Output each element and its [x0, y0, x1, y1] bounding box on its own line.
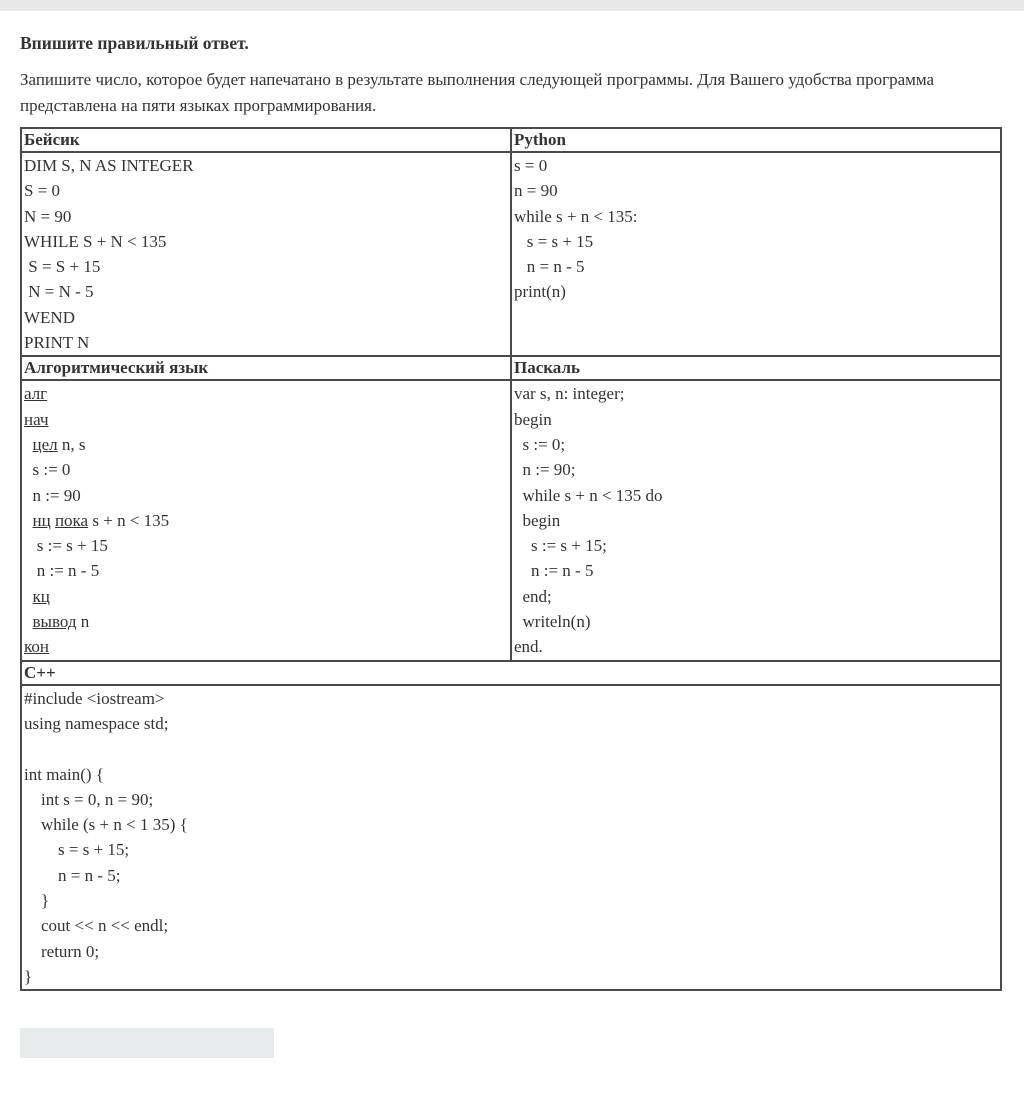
code-text — [24, 511, 33, 530]
code-line: WEND — [24, 307, 75, 327]
code-line: } — [24, 966, 33, 986]
code-row-algo-pascal — [21, 380, 1001, 660]
code-line: while s + n < 135: — [514, 206, 638, 226]
code-line: s := s + 15; — [514, 536, 607, 556]
answer-input[interactable] — [20, 1028, 274, 1058]
code-line: n := 90; — [514, 460, 576, 480]
lang-header-python: Python — [511, 128, 1001, 152]
underlined-keyword: нач — [24, 409, 49, 429]
code-line: s = s + 15; — [24, 840, 130, 860]
code-line: int main() { — [24, 764, 104, 784]
code-line: end; — [514, 586, 552, 606]
code-line: writeln(n) — [514, 612, 591, 632]
header-row-cpp — [21, 661, 1001, 685]
code-line — [24, 609, 508, 634]
lang-header-algorithmic: Алгоритмический язык — [21, 356, 511, 380]
code-line: s = 0 — [514, 156, 548, 175]
code-text: n := 90 — [24, 485, 81, 505]
code-line — [24, 584, 508, 609]
code-line: n = n - 5; — [24, 865, 121, 885]
code-line: begin — [514, 510, 561, 530]
code-line: return 0; — [24, 941, 100, 961]
code-line: print(n) — [514, 282, 566, 302]
code-line: var s, n: integer; — [514, 384, 625, 404]
code-text: s := 0 — [24, 460, 71, 480]
code-cell-cpp — [21, 685, 1001, 991]
code-line: WHILE S + N < 135 — [24, 231, 167, 251]
code-line: n = 90 — [514, 181, 558, 201]
code-line: while (s + n < 1 35) { — [24, 815, 188, 835]
code-line: cout << n << endl; — [24, 916, 169, 936]
code-line: end. — [514, 637, 543, 657]
code-text: s := s + 15 — [24, 536, 108, 556]
code-cell-pascal — [511, 380, 1001, 660]
code-text — [24, 612, 33, 631]
underlined-keyword: нц — [32, 510, 51, 530]
code-line — [24, 508, 508, 533]
code-text: n — [76, 612, 90, 632]
code-line: DIM S, N AS INTEGER — [24, 156, 194, 175]
underlined-keyword: пока — [54, 510, 89, 530]
code-line — [24, 457, 508, 482]
code-line — [24, 634, 508, 659]
code-text — [24, 435, 33, 454]
code-line: int s = 0, n = 90; — [24, 789, 154, 809]
underlined-keyword: кц — [32, 586, 50, 606]
code-line — [24, 483, 508, 508]
header-row-basic-python — [21, 128, 1001, 152]
code-line: using namespace std; — [24, 713, 169, 733]
code-line: n := n - 5 — [514, 561, 594, 581]
lang-header-cpp: C++ — [21, 661, 1001, 685]
code-text: n, s — [57, 434, 86, 454]
code-cell-algorithmic — [21, 380, 511, 660]
code-text: s + n < 135 — [88, 510, 170, 530]
code-line: begin — [514, 409, 552, 429]
code-line — [24, 558, 508, 583]
task-text: Запишите число, которое будет напечатано в результате выполнения следующей программы. Для Вашего удобства программа представлена на пяти языках программирования. — [20, 70, 935, 115]
code-line — [24, 381, 508, 406]
underlined-keyword: вывод — [32, 612, 77, 632]
code-line — [24, 432, 508, 457]
underlined-keyword: алг — [24, 384, 48, 404]
code-cell-python — [511, 152, 1001, 356]
top-divider-bar — [0, 0, 1024, 11]
prompt-title: Впишите правильный ответ. — [20, 33, 249, 53]
code-line — [24, 407, 508, 432]
code-line: s := 0; — [514, 434, 566, 454]
code-row-cpp — [21, 685, 1001, 991]
lang-header-basic: Бейсик — [21, 128, 511, 152]
code-line — [24, 736, 998, 761]
code-cell-basic — [21, 152, 511, 356]
code-line — [24, 533, 508, 558]
header-row-algo-pascal — [21, 356, 1001, 380]
code-line: n = n - 5 — [514, 257, 585, 277]
underlined-keyword: кон — [24, 637, 49, 657]
code-row-basic-python — [21, 152, 1001, 356]
code-line: s = s + 15 — [514, 231, 594, 251]
lang-header-pascal: Паскаль — [511, 356, 1001, 380]
code-line: S = 0 — [24, 181, 61, 201]
code-line: N = N - 5 — [24, 282, 94, 302]
code-text: n := n - 5 — [24, 561, 100, 581]
code-text — [24, 587, 33, 606]
code-line: while s + n < 135 do — [514, 485, 663, 505]
code-line: S = S + 15 — [24, 257, 101, 277]
underlined-keyword: цел — [32, 434, 58, 454]
code-line: N = 90 — [24, 206, 72, 226]
code-line: } — [24, 891, 50, 911]
code-line: PRINT N — [24, 333, 90, 353]
code-table — [20, 127, 1002, 991]
question-content — [20, 32, 1004, 1058]
code-line: #include <iostream> — [24, 688, 165, 708]
